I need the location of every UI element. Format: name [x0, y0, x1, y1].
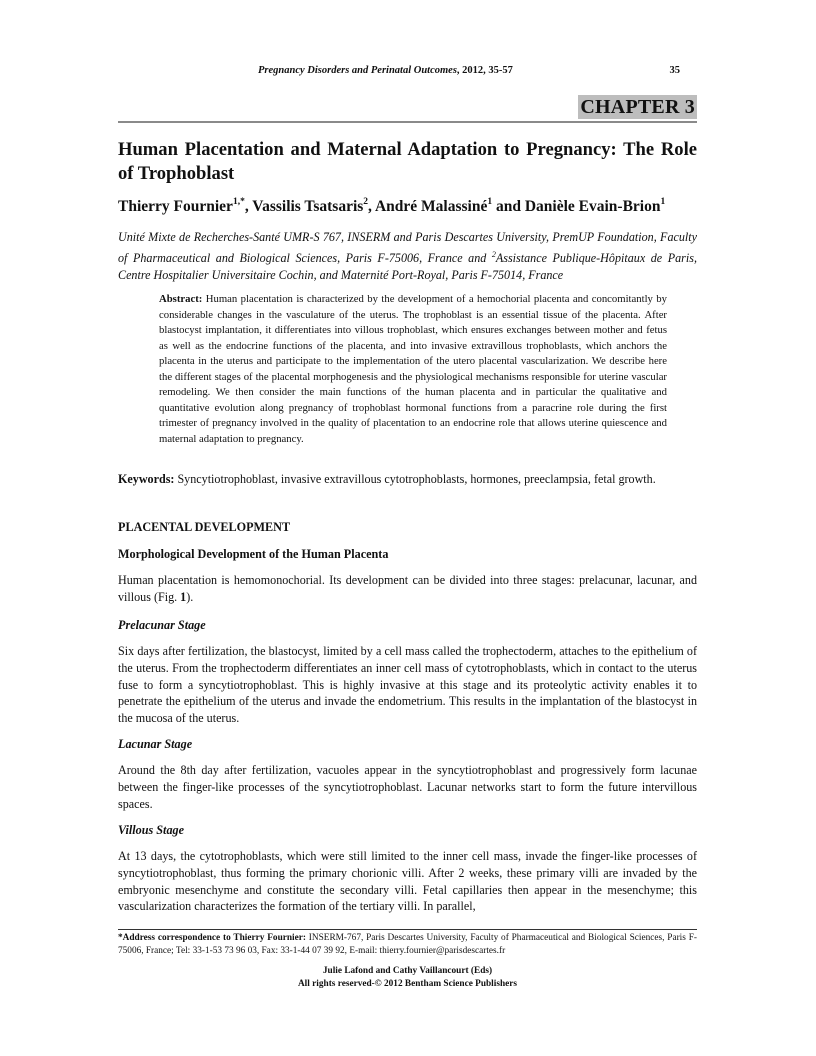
affiliation: Unité Mixte de Recherches-Santé UMR-S 767, INSERM and Paris Descartes University, PremUP Foundation, Faculty of Pharmaceutical and Biological Sciences, Paris F-75006, France and $^2$Assistance Publique-Hôpitaux de Paris, Centre Hospitalier Universitaire Cochin, and Maternité Port-Royal, Paris F-75014, France	[118, 230, 697, 282]
author: Thierry Fournier$^{1,*}$,	[118, 197, 253, 215]
author-list	[118, 197, 718, 216]
editors-line: Julie Lafond and Cathy Vaillancourt (Eds)	[322, 966, 493, 976]
copyright-line: All rights reserved-© 2012 Bentham Science Publishers	[297, 979, 518, 989]
subsection-heading: Morphological Development of the Human Placenta	[118, 547, 389, 561]
figure-ref-link[interactable]: 1	[180, 589, 187, 604]
chapter-rule-divider	[118, 121, 697, 123]
prelacunar-paragraph: Six days after fertilization, the blastocyst, limited by a cell mass called the trophectoderm, attaches to the epithelium of the uterus. From the trophectoderm differentiates an inner cell mass of cytotrophoblasts, which in contact to the uterus fuse to form a syncytiotrophoblast. This is highly invasive at this stage and its proteolytic activity enables it to penetrate the epithelium of the uterus and invade the endometrium. This results in the implantation of the blastocyst in the mucosa of the uterus.	[118, 644, 697, 726]
correspondence-footnote: *Address correspondence to Thierry Fournier: INSERM-767, Paris Descartes University, Faculty of Pharmaceutical and Biological Sciences, Paris F-75006, France; Tel: 33-1-53 73 96 03, Fax: 33-1-44 07 39 92, E-mail: thierry.fournier@parisdescartes.fr	[118, 933, 697, 956]
lacunar-heading: Lacunar Stage	[118, 737, 193, 751]
abstract: Abstract: Human placentation is characterized by the development of a hemochorial placenta and concomitantly by considerable changes in the vasculature of the uterus. The trophoblast is an essential tissue of the placenta. After blastocyst implantation, it differentiates into villous trophoblast, which ensures exchanges between mother and fetus as well as the endocrine functions of the placenta, and into invasive extravillous trophoblasts, which anchors the placenta in the uterus and participate to the implementation of the utero placental vascularization. We describe here the different stages of the placental morphogenesis and the physiological mechanisms responsible for uterine vascular remodeling. We then consider the main functions of the human placenta and in particular the qualitative and quantitative evolution along pregnancy of trophoblast hormonal functions from a paracrine role during the first trimester of pregnancy involved in the quality of placentation to an endocrine role that allows uterine quiescence and maternal adaptation to pregnancy.	[159, 293, 667, 445]
abstract-label: Abstract:	[159, 293, 203, 305]
author: Vassilis Tsatsaris$^2$,	[252, 197, 375, 215]
journal-citation: Pregnancy Disorders and Perinatal Outcomes, 2012, 35-57	[258, 65, 513, 76]
keywords: Keywords: Syncytiotrophoblast, invasive extravillous cytotrophoblasts, hormones, preeclampsia, fetal growth.	[118, 472, 656, 486]
keywords-label: Keywords:	[118, 472, 175, 486]
author: André Malassiné$^1$ and	[374, 197, 525, 215]
intro-paragraph: Human placentation is hemomonochorial. Its development can be divided into three stages: prelacunar, lacunar, and villous (Fig. 1).	[118, 573, 697, 604]
publisher-info	[118, 965, 697, 991]
footnote-divider	[118, 929, 697, 930]
villous-paragraph: At 13 days, the cytotrophoblasts, which were still limited to the inner cell mass, invade the finger-like processes of syncytiotrophoblast, thus forming the primary chorionic villi. After 2 weeks, these primary villi are invaded by the embryonic mesenchyme and constitute the secondary villi. Fetal capillaries then appear in the mesenchyme; this vascularization characterizes the formation of the tertiary villi. In parallel,	[118, 849, 697, 914]
lacunar-paragraph: Around the 8th day after fertilization, vacuoles appear in the syncytiotrophoblast and progressively form lacunae between the finger-like processes of the syncytiotrophoblast. Lacunar networks start to form the future intervillous spaces.	[118, 763, 697, 811]
chapter-label: CHAPTER 3	[580, 96, 695, 118]
prelacunar-heading: Prelacunar Stage	[118, 618, 206, 632]
page-number: 35	[669, 65, 680, 76]
section-heading: PLACENTAL DEVELOPMENT	[118, 520, 291, 534]
author: Danièle Evain-Brion$^1$	[524, 197, 666, 215]
villous-heading: Villous Stage	[118, 823, 185, 837]
paper-title: Human Placentation and Maternal Adaptation to Pregnancy: The Role of Trophoblast	[118, 139, 697, 184]
